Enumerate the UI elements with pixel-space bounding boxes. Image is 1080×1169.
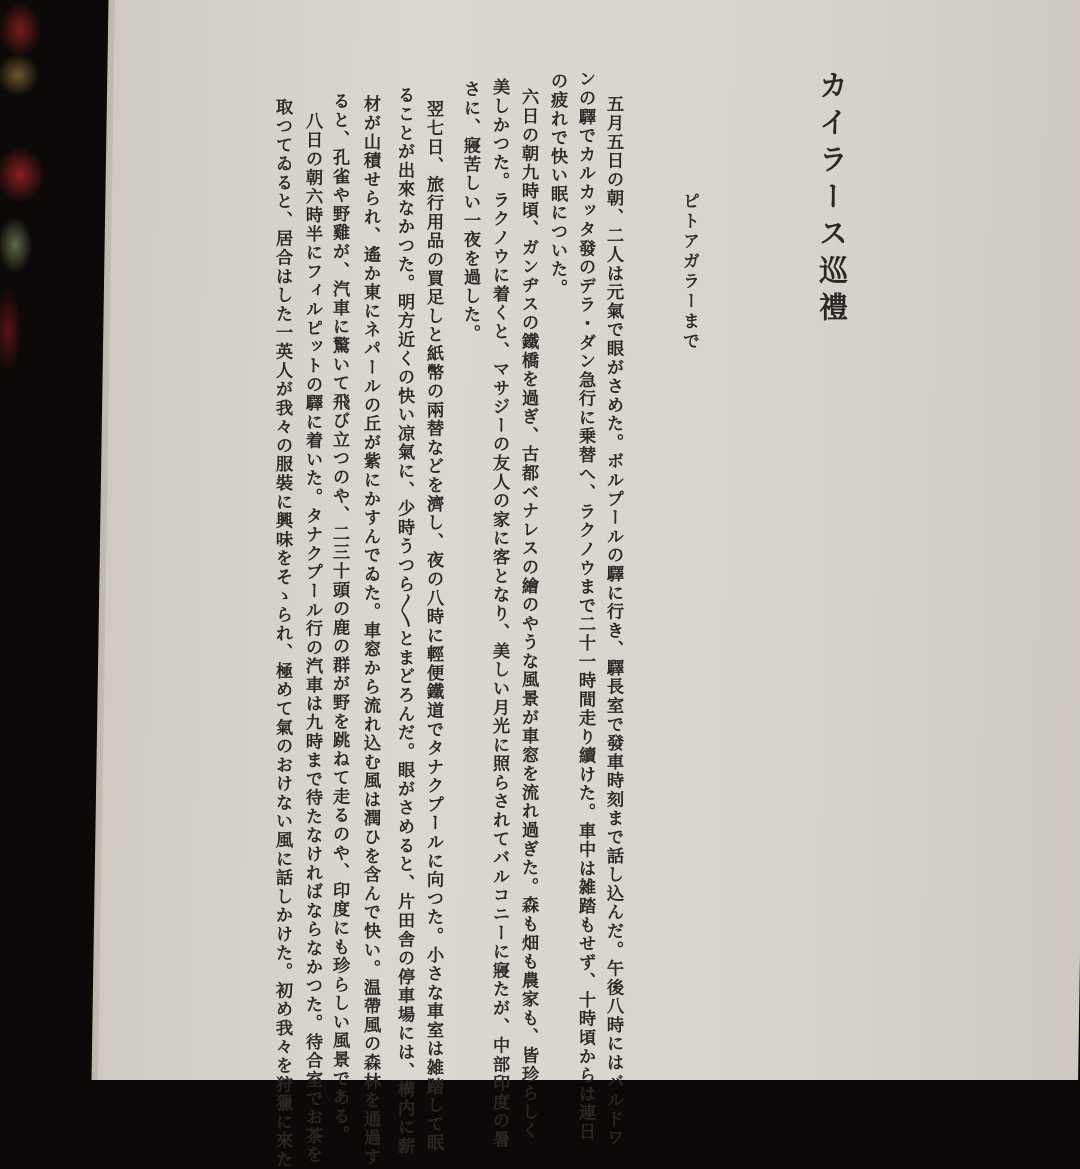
text-line-4: 六日の朝九時頃、ガンヂスの鐵橋を過ぎ、古都ベナレスの繪のやうな風景が車窓を流れ過ぎた。森も畑も農家も、皆珍らしく	[518, 88, 538, 1141]
text-line-5: 美しかつた。ラクノウに着くと、マサジーの友人の家に客となり、美しい月光に照らされてバルコニーに寢たが、中部印度の暑	[489, 78, 509, 1150]
text-line-2: ンの驛でカルカッタ發のデラ・ダン急行に乗替へ、ラクノウまで二十一時間走り續けた。車中は雑踏もせず、十時頃からは連日	[575, 70, 595, 1142]
text-line-9: 材が山積せられ、遙か東にネパールの丘が紫にかすんでゐた。車窓から流れ込む風は潤ひを含んで快い。温帶風の森林を通過す	[360, 95, 380, 1167]
section-subtitle: ピトアガラーまで	[679, 192, 699, 352]
text-line-11: 八日の朝六時半にフィルピットの驛に着いた。タナクプール行の汽車は九時まで待たなければならなかつた。待合室でお茶を	[302, 112, 322, 1165]
text-line-8: ることが出來なかつた。明方近くの快い凉氣に、少時うつら〳〵とまどろんだ。眼がさめると、片田舎の停車場には、構内に薪	[394, 86, 414, 1156]
text-line-3: の疲れで快い眠についた。	[547, 72, 567, 298]
chapter-title: カイラース巡禮	[815, 70, 849, 329]
text-line-7: 翌七日、旅行用品の買足しと紙幣の兩替などを濟し、夜の八時に輕便鐵道でタナクプールに向つた。小さな車室は雑踏して眠	[423, 100, 443, 1153]
text-line-12: 取つてゐると、居合はした一英人が我々の服裝に興味をそゝられ、極めて氣のおけない風に話しかけた。初め我々を狩獵に來た	[272, 98, 292, 1169]
text-line-6: さに、寢苦しい一夜を過した。	[460, 80, 480, 344]
background-fabric	[0, 0, 70, 1080]
text-line-1: 五月五日の朝、二人は元氣で眼がさめた。ボルプールの驛に行き、驛長室で發車時刻まで話し込んだ。午後八時にはバルドワ	[603, 95, 623, 1148]
text-line-10: ると、孔雀や野雞が、汽車に驚いて飛び立つのや、二三十頭の鹿の群が野を跳ねて走るのや、印度にも珍らしい風景である。	[329, 92, 349, 1145]
